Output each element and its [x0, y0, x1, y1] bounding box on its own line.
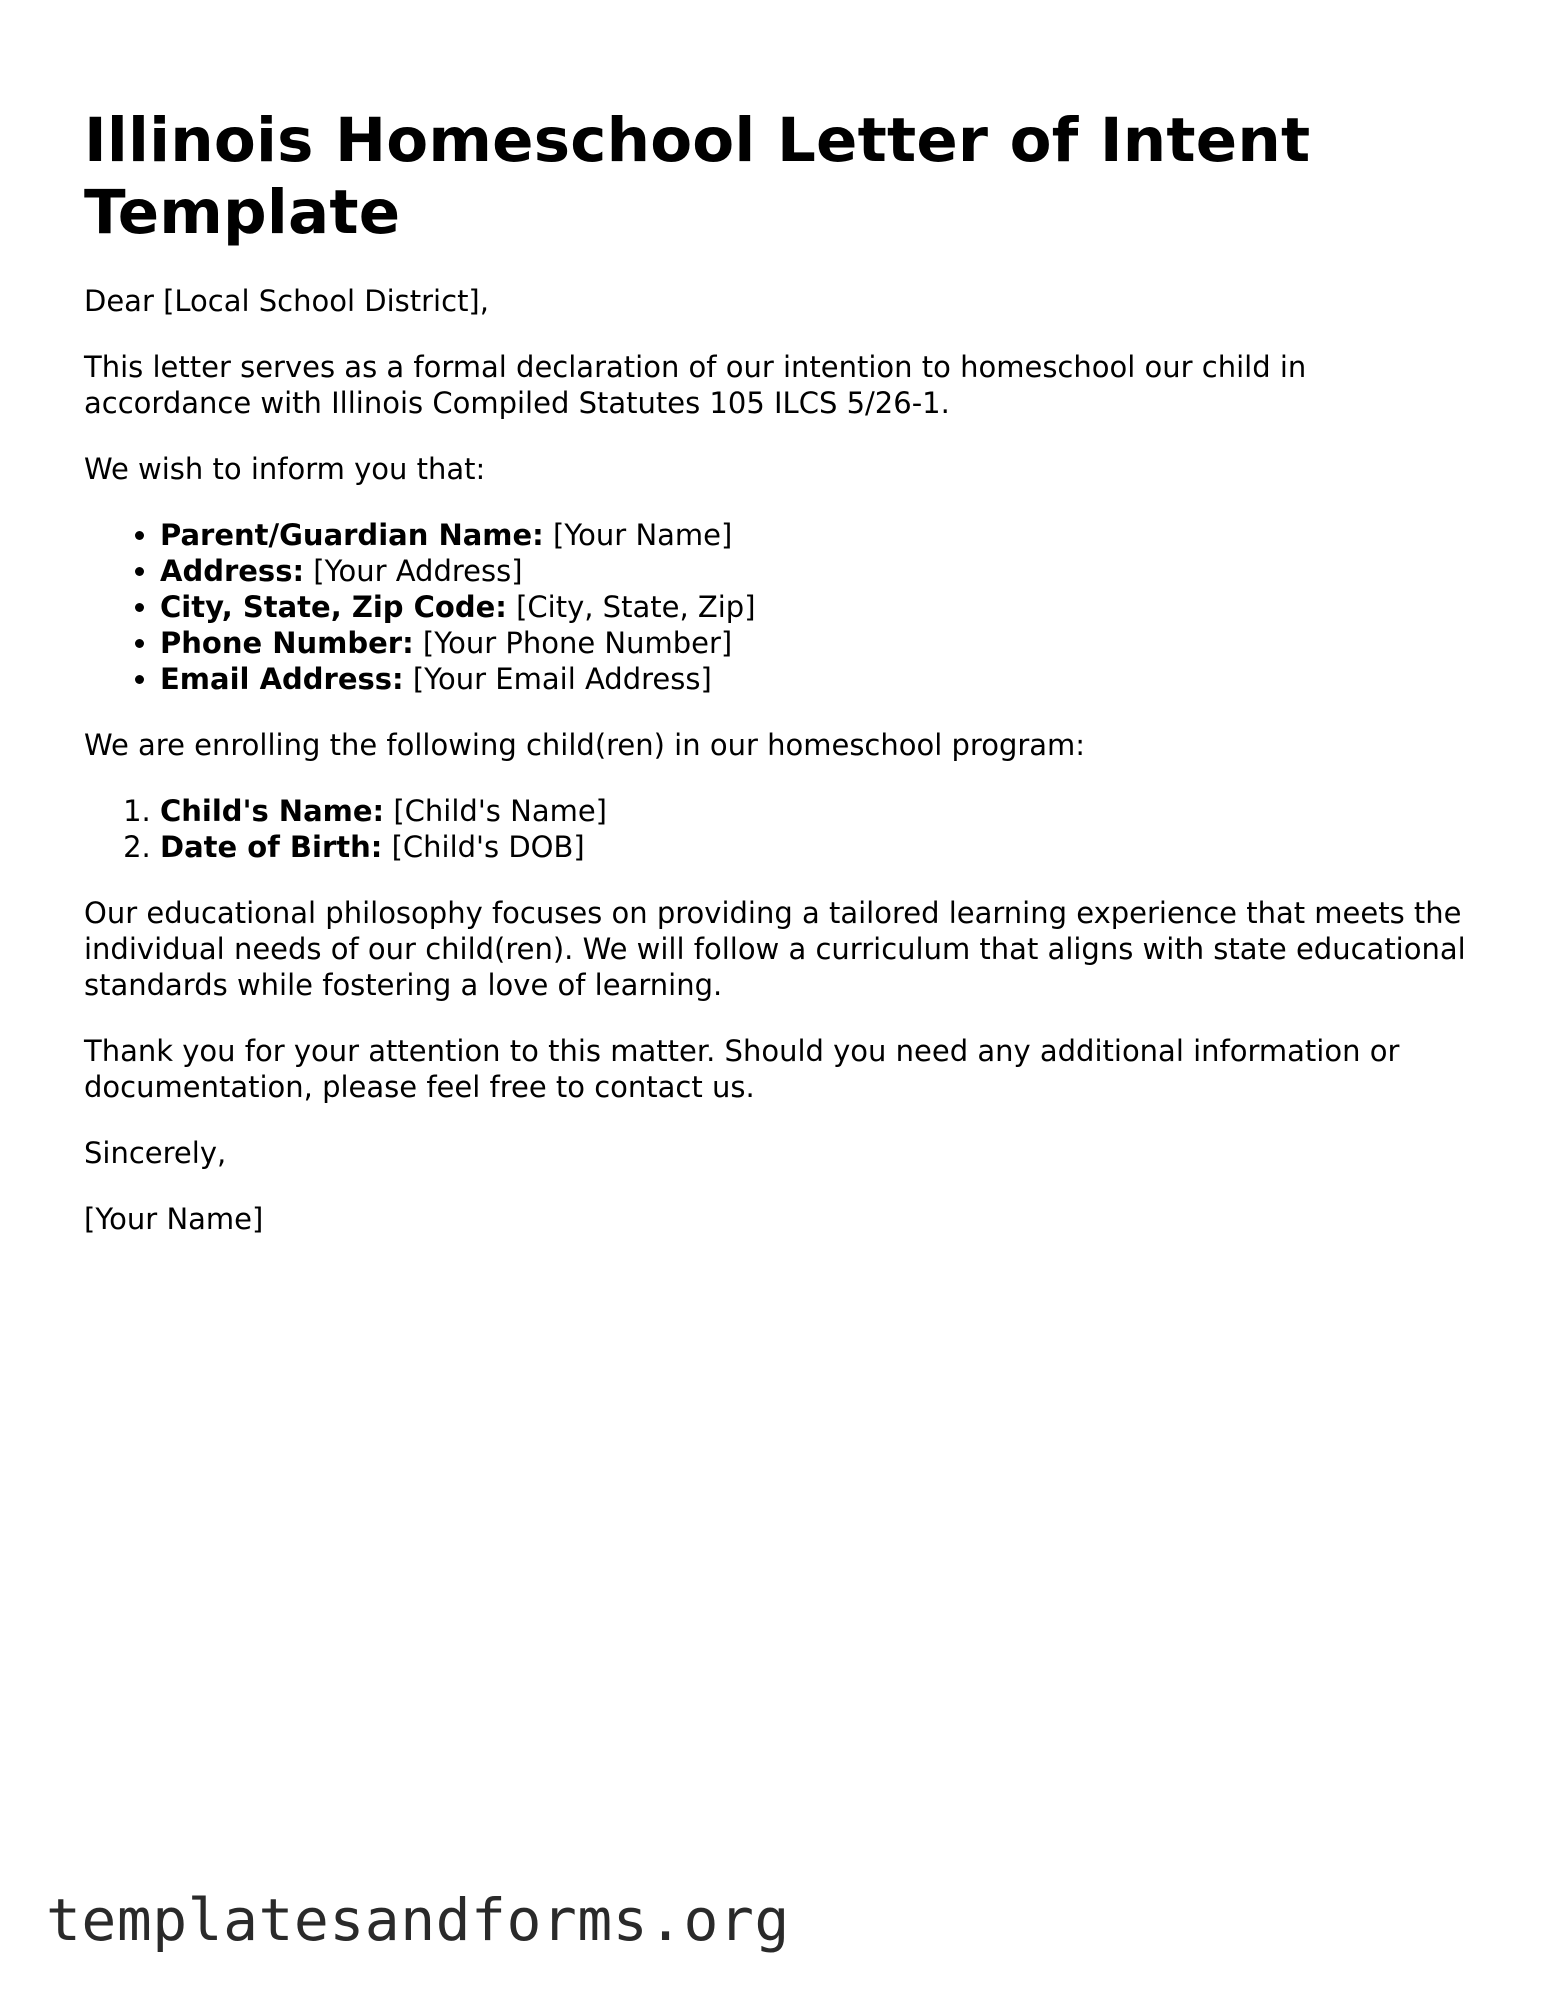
list-item: [160, 553, 1474, 589]
detail-value: [Child's DOB]: [382, 830, 585, 864]
detail-label: Phone Number:: [160, 626, 414, 660]
detail-label: Date of Birth:: [160, 830, 383, 864]
detail-value: [Your Email Address]: [403, 662, 712, 696]
document-title: Illinois Homeschool Letter of Intent Template: [84, 105, 1311, 248]
list-item: [160, 829, 1474, 865]
detail-label: Email Address:: [160, 662, 404, 696]
detail-value: [Your Name]: [543, 518, 733, 552]
list-item: [160, 661, 1474, 697]
thanks-paragraph: Thank you for your attention to this matter. Should you need any additional information or documentation, please feel free to contact us.: [84, 1034, 1400, 1104]
philosophy-paragraph: Our educational philosophy focuses on providing a tailored learning experience that meets the individual needs of our child(ren). We will follow a curriculum that aligns with state educational standards while fostering a love of learning.: [84, 896, 1466, 1002]
parent-details-list: [84, 517, 1474, 697]
enroll-lead: We are enrolling the following child(ren) in our homeschool program:: [84, 728, 1086, 762]
list-item: [160, 793, 1474, 829]
letter-page: [84, 105, 1474, 1237]
child-details-list: [84, 793, 1474, 865]
signature: [Your Name]: [84, 1202, 264, 1236]
detail-value: [Your Address]: [304, 554, 523, 588]
detail-label: Parent/Guardian Name:: [160, 518, 544, 552]
list-item: [160, 589, 1474, 625]
greeting: Dear [Local School District],: [84, 284, 489, 318]
detail-value: [Your Phone Number]: [413, 626, 733, 660]
list-item: [160, 625, 1474, 661]
detail-label: City, State, Zip Code:: [160, 590, 507, 624]
watermark: templatesandforms.org: [46, 1886, 790, 1954]
detail-label: Address:: [160, 554, 305, 588]
closing: Sincerely,: [84, 1136, 227, 1170]
detail-label: Child's Name:: [160, 794, 385, 828]
intro-paragraph: This letter serves as a formal declaration of our intention to homeschool our child in accordance with Illinois Compiled Statutes 105 ILCS 5/26-1.: [84, 350, 1307, 420]
detail-value: [City, State, Zip]: [506, 590, 756, 624]
detail-value: [Child's Name]: [384, 794, 607, 828]
list-item: [160, 517, 1474, 553]
inform-lead: We wish to inform you that:: [84, 452, 486, 486]
